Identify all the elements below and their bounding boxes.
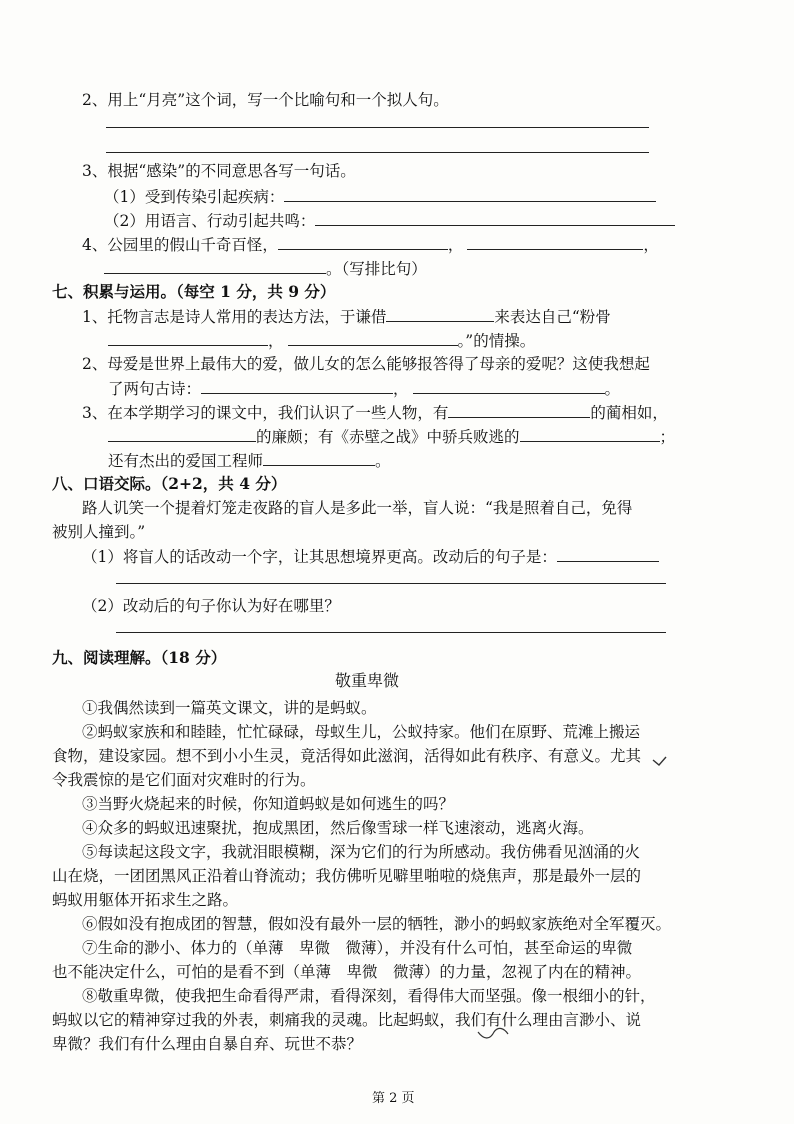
- passage-line: 蚂蚁用躯体开拓求生之路。: [52, 891, 239, 909]
- answer-blank[interactable]: [108, 425, 256, 442]
- section-9-heading: 九、阅读理解。（18 分）: [52, 648, 227, 667]
- s7-q2-line2: [108, 377, 620, 400]
- passage-line: 也不能决定什么，可怕的是看不到（单薄 卑微 微薄）的力量，忽视了内在的精神。: [52, 963, 642, 981]
- question-4-prefix: 4、公园里的假山千奇百怪，: [82, 236, 278, 254]
- answer-blank[interactable]: [108, 329, 268, 346]
- answer-blank[interactable]: [467, 233, 643, 250]
- answer-blank[interactable]: [448, 401, 590, 418]
- s8-paragraph-line1: 路人讥笑一个提着灯笼走夜路的盲人是多此一举，盲人说：“我是照着自己，免得: [82, 499, 633, 517]
- answer-line[interactable]: [106, 152, 649, 153]
- passage-line: ②蚂蚁家族和和睦睦，忙忙碌碌，母蚁生儿，公蚁持家。他们在原野、荒滩上搬运: [82, 723, 641, 741]
- page-number: 第 2 页: [372, 1091, 415, 1106]
- passage-line: 食物，建设家园。想不到小小生灵，竟活得如此滋润，活得如此有秩序、有意义。尤其: [52, 747, 642, 765]
- pen-mark: [476, 1024, 510, 1042]
- answer-blank[interactable]: [386, 305, 494, 322]
- answer-blank[interactable]: [201, 377, 393, 394]
- s8-sub-1-text: （1）将盲人的话改动一个字，让其思想境界更高。改动后的句子是：: [82, 548, 557, 566]
- passage-line: ③当野火烧起来的时候，你知道蚂蚁是如何逃生的吗？: [82, 795, 455, 813]
- passage-line: ⑤每读起这段文字，我就泪眼模糊，深为它们的行为所感动。我仿佛看见汹涌的火: [82, 843, 641, 861]
- s7-q1-line2: [108, 329, 535, 352]
- passage-line: 令我震惊的是它们面对灾难时的行为。: [52, 771, 316, 789]
- passage-line: ①我偶然读到一篇英文课文，讲的是蚂蚁。: [82, 699, 377, 717]
- s7-q1-text: 。”的情操。: [457, 332, 536, 350]
- s7-q3-text: 的蔺相如，: [590, 404, 668, 422]
- answer-blank[interactable]: [284, 185, 656, 202]
- s8-sub-2: （2）改动后的句子你认为好在哪里？: [82, 597, 340, 615]
- sub-2-label: （2）用语言、行动引起共鸣：: [104, 212, 316, 230]
- s7-q3-line1: [82, 401, 668, 424]
- question-4: [82, 233, 659, 256]
- passage-title: 敬重卑微: [335, 671, 400, 690]
- punct: ，: [393, 380, 409, 398]
- question-4-cont: [104, 257, 427, 280]
- passage-line: ⑦生命的渺小、体力的（单薄 卑微 微薄），并没有什么可怕，甚至命运的卑微: [82, 939, 633, 957]
- s7-q1-text: 1、托物言志是诗人常用的表达方法，于谦借: [82, 308, 387, 326]
- section-8-heading: 八、口语交际。（2+2，共 4 分）: [52, 474, 287, 493]
- pen-mark: [650, 752, 670, 772]
- s7-q2-text: 了两句古诗：: [108, 380, 202, 398]
- s7-q3-text: 还有杰出的爱国工程师: [108, 452, 264, 470]
- sub-1-label: （1）受到传染引起疾病：: [104, 188, 285, 206]
- passage-line: ⑥假如没有抱成团的智慧，假如没有最外一层的牺牲，渺小的蚂蚁家族绝对全军覆灭。: [82, 915, 672, 933]
- s7-q1-line1: [82, 305, 611, 328]
- punct: ，: [447, 236, 464, 254]
- punct: 。: [375, 452, 391, 470]
- passage-line: ⑧敬重卑微，使我把生命看得严肃，看得深刻，看得伟大而坚强。像一根细小的针，: [82, 987, 656, 1005]
- s7-q1-text: 来表达自己“粉骨: [494, 308, 611, 326]
- passage-line: 山在烧，一团团黑风正沿着山脊流动；我仿佛听见噼里啪啦的烧焦声，那是最外一层的: [52, 867, 642, 885]
- question-3-sub-2: [104, 209, 675, 232]
- answer-blank[interactable]: [278, 233, 448, 250]
- punct: ，: [268, 332, 284, 350]
- punct: ；: [659, 428, 676, 446]
- passage-line: ④众多的蚂蚁迅速聚扰，抱成黑团，然后像雪球一样飞速滚动，逃离火海。: [82, 819, 594, 837]
- s8-sub-1: [82, 545, 659, 568]
- s7-q2-line1: 2、母爱是世界上最伟大的爱，做儿女的怎么能够报答得了母亲的爱呢？这使我想起: [82, 355, 650, 373]
- answer-blank[interactable]: [104, 257, 326, 274]
- answer-blank[interactable]: [520, 425, 660, 442]
- punct: ，: [643, 236, 659, 254]
- question-2: 2、用上“月亮”这个词，写一个比喻句和一个拟人句。: [82, 91, 449, 109]
- section-7-heading: 七、积累与运用。（每空 1 分，共 9 分）: [52, 282, 336, 301]
- question-3: 3、根据“感染”的不同意思各写一句话。: [82, 162, 356, 180]
- answer-line[interactable]: [116, 583, 666, 584]
- passage-line: 蚂蚁以它的精神穿过我的外表，刺痛我的灵魂。比起蚂蚁，我们有什么理由言渺小、说: [52, 1011, 642, 1029]
- answer-blank[interactable]: [413, 377, 605, 394]
- question-3-sub-1: [104, 185, 656, 208]
- answer-blank[interactable]: [557, 545, 659, 562]
- s7-q3-text: 3、在本学期学习的课文中，我们认识了一些人物，有: [82, 404, 449, 422]
- s7-q3-text: 的廉颇；有《赤壁之战》中骄兵败逃的: [256, 428, 520, 446]
- answer-blank[interactable]: [315, 209, 675, 226]
- s7-q3-line2: [108, 425, 675, 448]
- answer-blank[interactable]: [263, 449, 375, 466]
- s8-paragraph-line2: 被别人撞到。”: [52, 523, 146, 541]
- passage-line: 卑微？我们有什么理由自暴自弃、玩世不恭？: [52, 1035, 363, 1053]
- punct: 。: [604, 380, 621, 398]
- s7-q3-line3: [108, 449, 391, 472]
- answer-blank[interactable]: [288, 329, 458, 346]
- answer-line[interactable]: [106, 127, 649, 128]
- question-4-end: 。（写排比句）: [326, 260, 427, 278]
- answer-line[interactable]: [116, 632, 666, 633]
